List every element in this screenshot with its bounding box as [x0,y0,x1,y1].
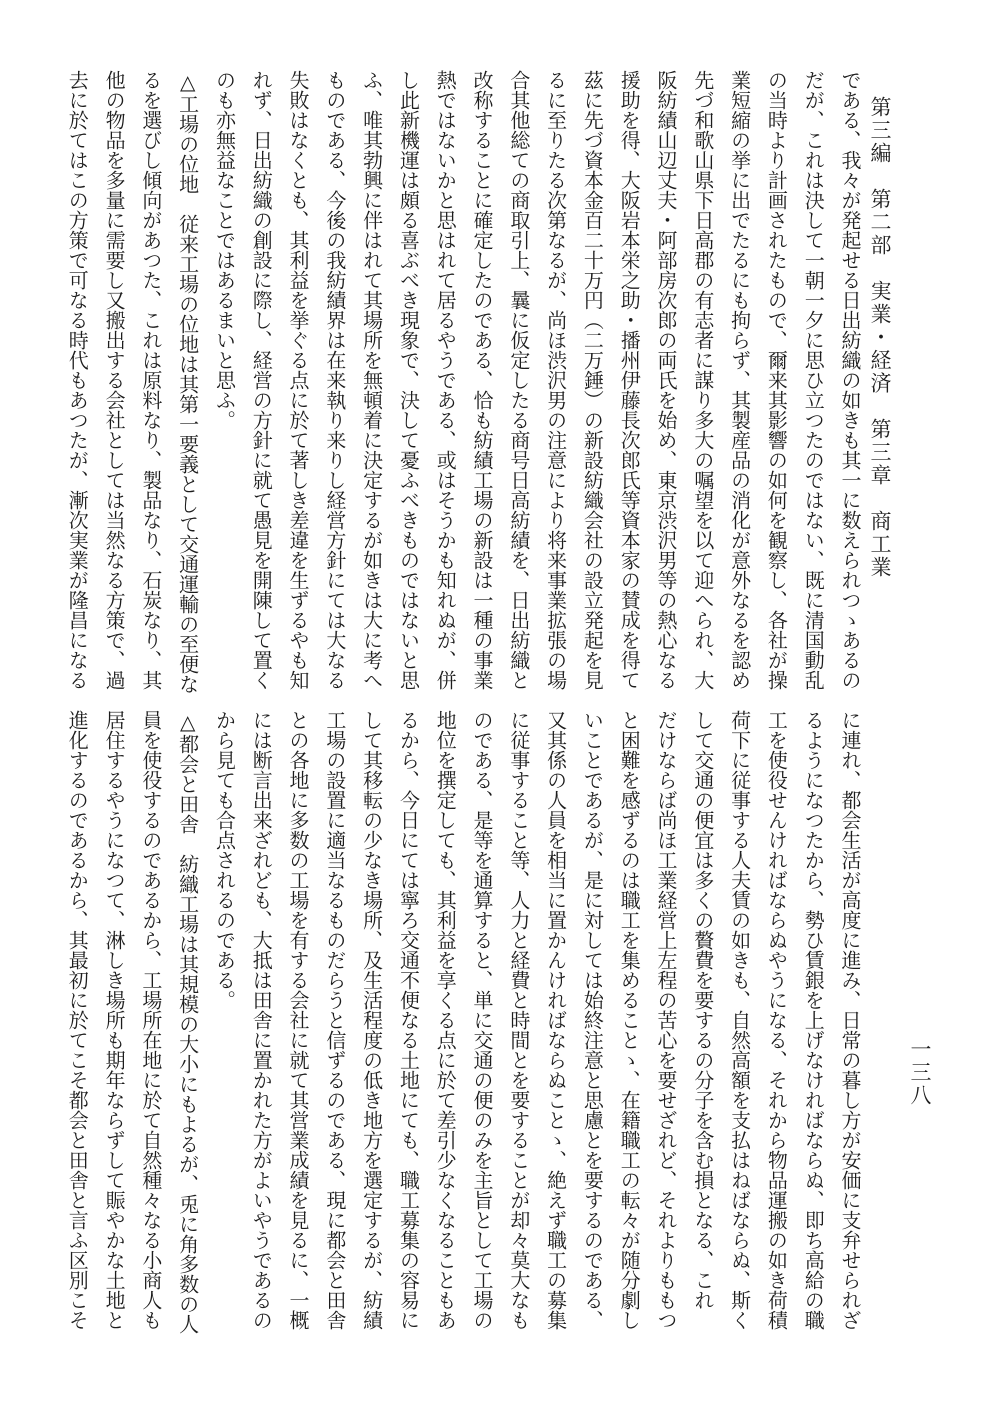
page-number: 一三八 [908,1038,932,1107]
text-column: ものである、今後の我紡績界は在来執り来りし経営方針にては大なる [322,70,347,690]
text-column: 又其係の人員を相当に置かんければならぬことゝ、絶えず職工の募集 [543,710,568,1330]
text-column: 失敗はなくとも、其利益を挙ぐる点に於て著しき差違を生ずるやも知 [286,70,311,690]
text-column: だけならば尚ほ工業経営上左程の苦心を要せざれど、それよりももつ [654,710,679,1330]
text-column: 工を使役せんければならぬやうになる、それから物品運搬の如き荷積 [764,710,789,1330]
text-column: 阪紡績山辺丈夫・阿部房次郎の両氏を始め、東京渋沢男等の熱心なる [654,70,679,690]
text-column: 進化するのであるから、其最初に於てこそ都会と田舎と言ふ区別こそ [65,710,90,1330]
text-column: と困難を感ずるのは職工を集めることゝ、在籍職工の転々が随分劇し [617,710,642,1330]
section-heading-column: △工場の位地 従来工場の位地は其第一要義として交通運輸の至便な [175,70,200,694]
text-column: 合其他総ての商取引上、曩に仮定したる商号日高紡績を、日出紡織と [506,70,531,690]
text-column: である、我々が発起せる日出紡織の如きも其一に数えられつゝあるの [838,70,862,690]
text-column: 去に於てはこの方策で可なる時代もあつたが、漸次実業が隆昌になる [65,70,90,690]
text-column: のも亦無益なことではあるまいと思ふ。 [212,70,237,430]
text-column: 茲に先づ資本金百二十万円（二万錘）の新設紡織会社の設立発起を見 [580,70,605,690]
section-heading-column: △都会と田舎 紡織工場は其規模の大小にもよるが、兎に角多数の人 [175,710,200,1334]
text-column: るようになつたから、勢ひ賃銀を上げなければならぬ、即ち高給の職 [801,710,826,1330]
text-column: 改称することに確定したのである、恰も紡績工場の新設は一種の事業 [470,70,495,690]
text-column: の当時より計画されたもので、爾来其影響の如何を観察し、各社が操 [764,70,789,690]
text-column: との各地に多数の工場を有する会社に就て其営業成績を見るに、一概 [286,710,311,1330]
text-column: して交通の便宜は多くの贅費を要するの分子を含む損となる、これ [690,710,715,1310]
text-column: し此新機運は頗る喜ぶべき現象で、決して憂ふべきものではないと思 [396,70,421,690]
text-column: 地位を撰定しても、其利益を享くる点に於て差引少なくなることもあ [433,710,458,1330]
text-column: ふ、唯其勃興に伴はれて其場所を無頓着に決定するが如きは大に考へ [359,70,384,690]
text-column: 員を使役するのであるから、工場所在地に於て自然種々なる小商人も [138,710,163,1330]
text-column: 熱ではないかと思はれて居るやうである、或はそうかも知れぬが、併 [433,70,458,690]
text-column: るを選びし傾向があつた、これは原料なり、製品なり、石炭なり、其 [138,70,163,690]
text-column: るから、今日にては寧ろ交通不便なる土地にても、職工募集の容易に [396,710,421,1330]
text-column: 他の物品を多量に需要し又搬出する会社としては当然なる方策で、過 [102,70,127,690]
text-column: れず、日出紡織の創設に際し、経営の方針に就て愚見を開陳して置く [249,70,274,690]
text-column: 先づ和歌山県下日高郡の有志者に謀り多大の嘱望を以て迎へられ、大 [690,70,715,690]
text-column: に従事すること等、人力と経費と時間とを要することが却々莫大なも [506,710,531,1330]
text-column: るに至りたる次第なるが、尚ほ渋沢男の注意により将来事業拡張の場 [543,70,568,690]
running-header: 第三編 第二部 実業・経済 第三章 商工業 [868,96,892,579]
text-column: には断言出来ざれども、大抵は田舎に置かれた方がよいやうであるの [249,710,274,1330]
text-column: 荷下に従事する人夫賃の如きも、自然高額を支払はねばならぬ、斯く [727,710,752,1330]
upper-text-block [58,70,868,694]
text-column: 援助を得、大阪岩本栄之助・播州伊藤長次郎氏等資本家の賛成を得て [617,70,642,690]
text-column: 居住するやうになつて、淋しき場所も期年ならずして賑やかな土地と [102,710,127,1330]
text-column: 工場の設置に適当なるものだらうと信ずるのである、現に都会と田舎 [322,710,347,1330]
text-column: のである、是等を通算すると、単に交通の便のみを主旨として工場の [470,710,495,1330]
lower-text-block [58,710,868,1350]
text-column: から見ても合点されるのである。 [212,710,237,1010]
text-column: だが、これは決して一朝一夕に思ひ立つたのではない、既に清国動乱 [801,70,826,690]
text-column: に連れ、都会生活が高度に進み、日常の暮し方が安価に支弁せられざ [838,710,862,1330]
text-column: 業短縮の挙に出でたるにも拘らず、其製産品の消化が意外なるを認め [727,70,752,690]
text-column: いことであるが、是に対しては始終注意と思慮とを要するのである、 [580,710,605,1330]
text-column: して其移転の少なき場所、及生活程度の低き地方を選定するが、紡績 [359,710,384,1330]
